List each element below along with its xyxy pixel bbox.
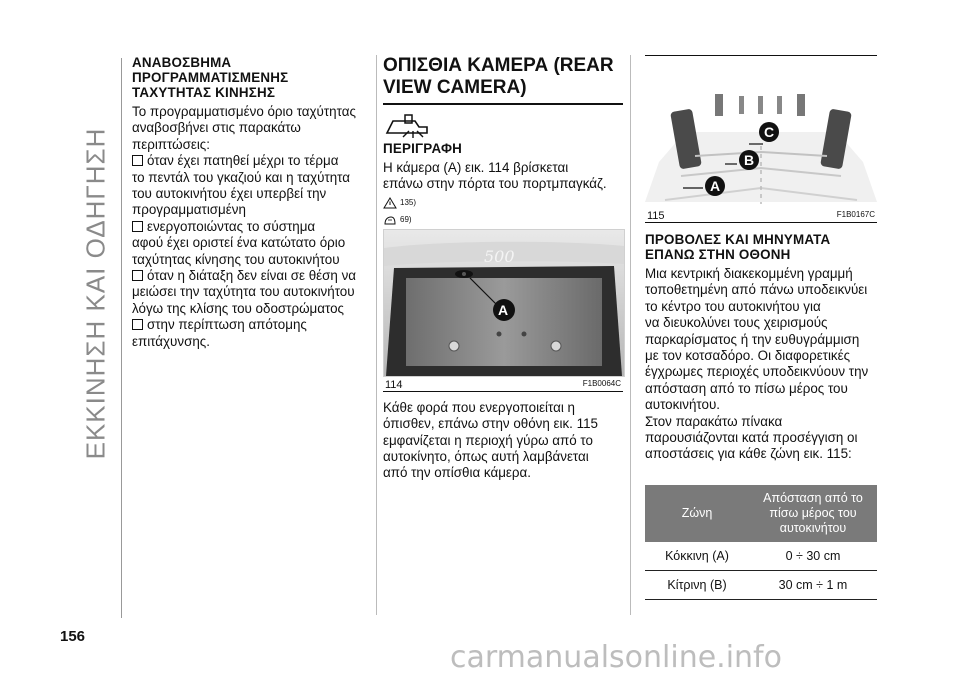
text-line: Μια κεντρική διακεκομμένη γραμμή <box>645 266 853 281</box>
text-line: όταν η διάταξη δεν είναι σε θέση να <box>147 268 357 284</box>
text-line: όπισθεν, επάνω στην οθόνη εικ. 115 <box>383 416 598 432</box>
figure-114-caption <box>383 377 623 392</box>
text-line: ενεργοποιώντας το σύστημα <box>147 218 316 234</box>
text-line: τοποθετημένη από πάνω υποδεικνύει <box>645 282 868 298</box>
table-header-row <box>645 485 877 542</box>
side-divider <box>121 58 122 618</box>
figure-label-a: A <box>498 301 509 318</box>
heading-line: ΕΠΑΝΩ ΣΤΗΝ ΟΘΟΝΗ <box>645 247 791 262</box>
text-line: Κάθε φορά που ενεργοποιείται η <box>383 399 575 415</box>
text-line: αποστάσεις για κάθε ζώνη εικ. 115: <box>645 446 852 462</box>
figure-number: 114 <box>385 378 403 391</box>
top-rule <box>645 55 877 56</box>
text-line: Το προγραμματισμένο όριο ταχύτητας <box>132 104 356 119</box>
figure-number: 115 <box>647 210 665 222</box>
figure-115-display-zones <box>645 72 877 208</box>
checkbox-bullet-icon <box>132 270 143 281</box>
text-line: το κέντρο του αυτοκινήτου για <box>645 298 821 314</box>
text-line: απόσταση από το πίσω μέρος του <box>645 380 848 396</box>
chapter-side-tab <box>76 58 116 528</box>
column-divider <box>630 55 631 615</box>
column-divider <box>376 55 377 615</box>
description-heading: ΠΕΡΙΓΡΑΦΗ <box>383 141 463 156</box>
text-line: το πεντάλ του γκαζιού και η ταχύτητα <box>132 169 351 185</box>
svg-text:500: 500 <box>484 246 515 266</box>
text-line: λόγω της κλίσης του οδοστρώματος <box>132 300 344 316</box>
display-paragraph <box>645 266 877 414</box>
text-line: επιτάχυνσης. <box>132 333 210 349</box>
heading-line: ΠΡΟΓΡΑΜΜΑΤΙΣΜΕΝΗΣ <box>132 70 289 85</box>
reference-number: 69) <box>400 215 412 225</box>
description-paragraph <box>383 160 623 193</box>
heading-line: ΤΑΧΥΤΗΤΑΣ ΚΙΝΗΣΗΣ <box>132 85 276 100</box>
table-cell: Κίτρινη (B) <box>645 570 749 599</box>
text-line: όταν έχει πατηθεί μέχρι το τέρμα <box>147 153 339 169</box>
figure-label-c: C <box>764 124 775 140</box>
speed-blink-heading <box>132 55 372 100</box>
text-line: παρουσιάζονται κατά προσέγγιση οι <box>645 430 858 446</box>
text-line: να διευκολύνει τους χειρισμούς <box>645 315 828 331</box>
bullet-item <box>132 317 372 350</box>
table-cell: Κόκκινη (A) <box>645 542 749 571</box>
title-line: ΟΠΙΣΘΙΑ ΚΑΜΕΡΑ (REAR <box>383 55 614 76</box>
table-row <box>645 542 877 571</box>
text-line: περιπτώσεις: <box>132 136 210 152</box>
figure-label-a: A <box>710 178 721 194</box>
rear-camera-icon <box>383 113 623 141</box>
text-line: ταχύτητας κίνησης του αυτοκινήτου <box>132 251 340 267</box>
caution-reference <box>383 213 623 227</box>
text-line: Η κάμερα (A) εικ. 114 βρίσκεται <box>383 160 569 175</box>
watermark: carmanualsonline.info <box>450 640 782 675</box>
figure-114-camera-location <box>383 229 625 377</box>
page-number: 156 <box>60 628 86 645</box>
bullet-item <box>132 153 372 219</box>
reference-number: 135) <box>400 198 417 208</box>
table-cell: 30 cm ÷ 1 m <box>749 570 877 599</box>
heading-line: ΑΝΑΒΟΣΒΗΜΑ <box>132 55 232 70</box>
text-line: αναβοσβήνει στις παρακάτω <box>132 120 301 136</box>
text-line: αυτοκίνητο, όπως αυτή λαμβάνεται <box>383 449 589 465</box>
text-line: με τον κοτσαδόρο. Οι διαφορετικές <box>645 348 851 364</box>
table-intro-paragraph <box>645 414 877 463</box>
text-line: προγραμματισμένη <box>132 202 246 218</box>
caution-hand-icon <box>383 214 397 226</box>
text-line: του αυτοκινήτου έχει υπερβεί την <box>132 186 327 202</box>
text-line: παρκαρίσματος ή την ευθυγράμμιση <box>645 331 860 347</box>
warning-triangle-icon <box>383 197 397 209</box>
text-line: επάνω στην πόρτα του πορτμπαγκάζ. <box>383 176 607 192</box>
checkbox-bullet-icon <box>132 319 143 330</box>
display-column <box>645 72 877 600</box>
chapter-title: ΕΚΚΙΝΗΣΗ ΚΑΙ ΟΔΗΓΗΣΗ <box>80 127 111 459</box>
title-line: VIEW CAMERA) <box>383 77 527 98</box>
bullet-item <box>132 268 372 317</box>
heading-line: ΠΡΟΒΟΛΕΣ ΚΑΙ ΜΗΝΥΜΑΤΑ <box>645 232 831 247</box>
body-paragraph <box>383 400 623 482</box>
bullet-item <box>132 219 372 268</box>
text-line: Στον παρακάτω πίνακα <box>645 413 783 429</box>
text-line: αφού έχει οριστεί ένα κατώτατο όριο <box>132 235 346 251</box>
figure-label-b: B <box>744 152 755 168</box>
figure-code: F1B0064C <box>582 378 621 388</box>
figure-115-caption <box>645 208 877 223</box>
header-zone: Ζώνη <box>645 485 749 542</box>
warning-reference <box>383 196 623 210</box>
rear-camera-column <box>383 55 623 482</box>
text-line: μειώσει την ταχύτητα του αυτοκινήτου <box>132 284 355 300</box>
text-line: από την οπίσθια κάμερα. <box>383 465 531 481</box>
text-line: αυτοκινήτου. <box>645 397 721 413</box>
intro-paragraph <box>132 104 372 153</box>
text-line: έγχρωμες περιοχές υποδεικνύουν την <box>645 364 869 380</box>
speed-blink-column <box>132 55 372 350</box>
table-row <box>645 570 877 599</box>
checkbox-bullet-icon <box>132 155 143 166</box>
text-line: εμφανίζεται η περιοχή γύρω από το <box>383 432 593 448</box>
section-title <box>383 55 623 105</box>
checkbox-bullet-icon <box>132 221 143 232</box>
text-line: στην περίπτωση απότομης <box>147 317 307 333</box>
table-cell: 0 ÷ 30 cm <box>749 542 877 571</box>
figure-code: F1B0167C <box>836 210 875 219</box>
header-distance: Απόσταση από το πίσω μέρος του αυτοκινήτου <box>749 485 877 542</box>
distance-table <box>645 485 877 600</box>
display-heading <box>645 232 877 262</box>
